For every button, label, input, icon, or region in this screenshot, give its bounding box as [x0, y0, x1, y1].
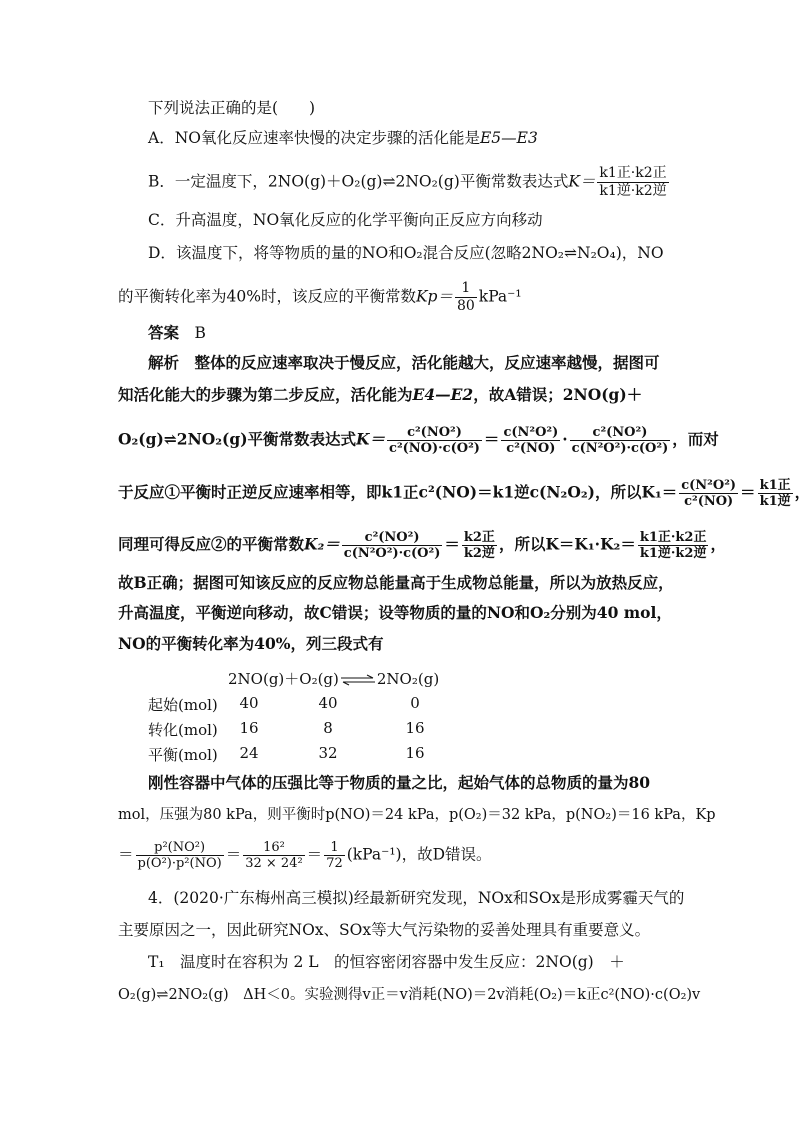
f5-num: k1正: [759, 478, 791, 493]
option-b-num: k1正·k2正: [599, 165, 667, 181]
option-d-label: D．: [148, 244, 176, 262]
f4-num: c(N²O²): [681, 478, 737, 493]
analysis-l5-pre: 同理可得反应②的平衡常数: [118, 534, 305, 554]
analysis-line-4: 于反应①平衡时正逆反应速率相等，即k1正c²(NO)＝k1逆c(N₂O₂)，所以K₁＝ $\frac{\text{c(N²O²)}}{\text{c²(NO)}}$ ＝ $\frac{\text{k1正}}{\text{k1逆}}$ ，: [118, 478, 810, 509]
f4-den: c²(NO): [679, 493, 738, 509]
f1-num: c²(NO²): [407, 425, 462, 440]
fraction-3: [570, 425, 671, 456]
table-equation: [228, 668, 439, 689]
q4-line-4: O₂(g)⇌2NO₂(g) ΔH＜0。实验测得v正＝v消耗(NO)＝2v消耗(O₂)＝k正c²(NO)·c(O₂)v: [118, 987, 701, 1003]
analysis-l5-mid: ，所以K＝K₁·K₂＝: [498, 534, 636, 554]
fraction-9: [136, 840, 224, 871]
f9-num: p²(NO²): [154, 840, 206, 855]
analysis-line-8: NO的平衡转化率为40%，列三段式有: [118, 634, 384, 653]
row-value: 24: [239, 744, 259, 762]
analysis-line-6: 故B正确；据图可知该反应的反应物总能量高于生成物总能量，所以为放热反应，: [118, 573, 674, 592]
f7-den: k2逆: [463, 546, 495, 561]
q4-line-2: 主要原因之一，因此研究NOx、SOx等大气污染物的妥善处理具有重要意义。: [118, 921, 651, 939]
analysis-l2-expr: E4—E2: [412, 385, 474, 404]
option-d-fraction: [455, 280, 477, 315]
row-label: 平衡(mol): [148, 746, 218, 764]
fraction-8: [638, 530, 709, 561]
row-label: 起始(mol): [148, 696, 218, 714]
f10-num: 16²: [263, 840, 285, 855]
option-d-num: 1: [461, 280, 471, 296]
fraction-4: [679, 478, 738, 509]
q4-line-1: 4．(2020·广东梅州高三模拟)经最新研究发现，NOx和SOx是形成雾霾天气的: [148, 889, 685, 907]
fraction-10: [243, 840, 304, 871]
analysis-line-10: mol，压强为80 kPa，则平衡时p(NO)＝24 kPa，p(O₂)＝32 kPa，p(NO₂)＝16 kPa，Kp: [118, 807, 716, 823]
fraction-2: [501, 425, 560, 456]
analysis-l3-pre: O₂(g)⇌2NO₂(g)平衡常数表达式: [118, 429, 357, 449]
f8-num: k1正·k2正: [639, 530, 707, 545]
analysis-l5-k2: K₂＝: [304, 534, 340, 554]
option-d-line1: 该温度下，将等物质的量的NO和O₂混合反应(忽略2NO₂⇌N₂O₄)，NO: [175, 244, 664, 262]
f6-num: c²(NO²): [364, 530, 420, 545]
f10-den: 32 × 24²: [245, 856, 303, 871]
f8-den: k1逆·k2逆: [639, 546, 707, 561]
analysis-line-1: [148, 353, 660, 373]
option-b-fraction: [597, 165, 668, 200]
fraction-11: [324, 840, 345, 871]
analysis-line-9: 刚性容器中气体的压强比等于物质的量之比，起始气体的总物质的量为80: [148, 773, 651, 792]
option-c-text: 升高温度，NO氧化反应的化学平衡向正反应方向移动: [175, 211, 543, 229]
equilibrium-arrow-icon: [341, 675, 375, 685]
analysis-line-3: O₂(g)⇌2NO₂(g)平衡常数表达式K＝ $\frac{\text{c²(NO²)}}{\text{c²(NO)·c(O²)}}$ ＝ $\frac{\text{c(N²O²)}}{\text{c²(NO)}}$ · $\frac{\text{c²(NO²)}}{\text{c(N²O²)·c(O²)}}$ ，而对: [118, 425, 719, 456]
f5-den: k1逆: [759, 494, 791, 509]
f2-num: c(N²O²): [503, 425, 559, 440]
answer-value: B: [194, 324, 206, 342]
analysis-line-7: 升高温度，平衡逆向移动，故C错误；设等物质的量的NO和O₂分别为40 mol，: [118, 603, 672, 622]
option-d-kp: Kp＝: [415, 287, 453, 306]
row-value: 40: [318, 694, 338, 712]
option-c-label: C．: [148, 211, 176, 229]
option-b-lhs: K＝: [568, 172, 596, 191]
f3-den: c(N²O²)·c(O²): [571, 441, 669, 456]
option-d-den: 80: [456, 298, 475, 314]
analysis-l2-pre: 知活化能大的步骤为第二步反应，活化能为: [118, 385, 413, 404]
equation-right: 2NO₂(g): [376, 670, 440, 688]
q4-line-3: T₁ 温度时在容积为 2 L 的恒容密闭容器中发生反应：2NO(g) ＋: [148, 953, 625, 971]
analysis-label: 解析: [148, 353, 180, 372]
q3-option-b[interactable]: [148, 165, 671, 200]
analysis-line-2: [118, 385, 642, 405]
option-d-unit: kPa⁻¹: [478, 287, 522, 306]
f11-num: 1: [330, 840, 339, 855]
row-value: 16: [405, 719, 425, 737]
analysis-l1-text: 整体的反应速率取决于慢反应，活化能越大，反应速率越慢，据图可: [194, 353, 660, 372]
q3-prompt: 下列说法正确的是( ): [148, 99, 316, 117]
row-value: 16: [239, 719, 259, 737]
analysis-l11-post: (kPa⁻¹)，故D错误。: [346, 845, 492, 864]
row-value: 8: [323, 719, 333, 737]
q3-option-d-line2: [118, 280, 522, 315]
f9-den: p(O²)·p²(NO): [137, 856, 222, 871]
fraction-1: [387, 425, 482, 456]
option-a-text: NO氧化反应速率快慢的决定步骤的活化能是: [174, 129, 480, 147]
q3-option-a[interactable]: [148, 128, 538, 148]
option-b-den: k1逆·k2逆: [599, 183, 667, 199]
row-value: 0: [410, 694, 420, 712]
answer-line: [148, 323, 206, 343]
option-a-label: A．: [148, 129, 175, 147]
f6-den: c(N²O²)·c(O²): [343, 546, 441, 561]
f7-num: k2正: [463, 530, 495, 545]
fraction-6: [342, 530, 443, 561]
analysis-line-11: ＝ $\frac{\text{p²(NO²)}}{\text{p(O²)·p²(NO)}}$ ＝ $\frac{\text{16²}}{\text{32 × 24²}}$ ＝ $\frac{1}{72}$ (kPa⁻¹)，故D错误。: [118, 840, 492, 871]
analysis-l4-pre: 于反应①平衡时正逆反应速率相等，即k1正c²(NO)＝k1逆c(N₂O₂)，所以K₁＝: [118, 482, 678, 502]
answer-label: 答案: [148, 323, 180, 342]
q3-option-c[interactable]: [148, 210, 543, 230]
analysis-line-5: 同理可得反应②的平衡常数K₂＝ $\frac{\text{c²(NO²)}}{\text{c(N²O²)·c(O²)}}$ ＝ $\frac{\text{k2正}}{\text{k2逆}}$ ，所以K＝K₁·K₂＝ $\frac{\text{k1正·k2正}}{\text{k1逆·k2逆}}$ ，: [118, 530, 726, 561]
row-label: 转化(mol): [148, 721, 218, 739]
option-b-label: B．: [148, 172, 175, 191]
f11-den: 72: [326, 856, 343, 871]
analysis-l2-post: ，故A错误；2NO(g)＋: [473, 385, 643, 404]
equation-left: 2NO(g)＋O₂(g): [228, 670, 339, 688]
fraction-7: [462, 530, 497, 561]
row-value: 40: [239, 694, 259, 712]
option-b-text: 一定温度下，2NO(g)＋O₂(g)⇌2NO₂(g)平衡常数表达式: [174, 172, 569, 191]
analysis-l3-post: ，而对: [672, 429, 719, 449]
analysis-l3-k: K＝: [356, 429, 386, 449]
option-d-line2-text: 的平衡转化率为40%时，该反应的平衡常数: [118, 287, 416, 306]
analysis-l11-eq: ＝: [118, 845, 134, 864]
q3-option-d[interactable]: [148, 243, 664, 263]
row-value: 16: [405, 744, 425, 762]
f2-den: c²(NO): [501, 440, 560, 456]
f1-den: c²(NO)·c(O²): [389, 441, 480, 456]
f3-num: c²(NO²): [592, 425, 648, 440]
fraction-5: [758, 478, 793, 509]
option-a-expr: E5—E3: [479, 129, 538, 147]
row-value: 32: [318, 744, 338, 762]
